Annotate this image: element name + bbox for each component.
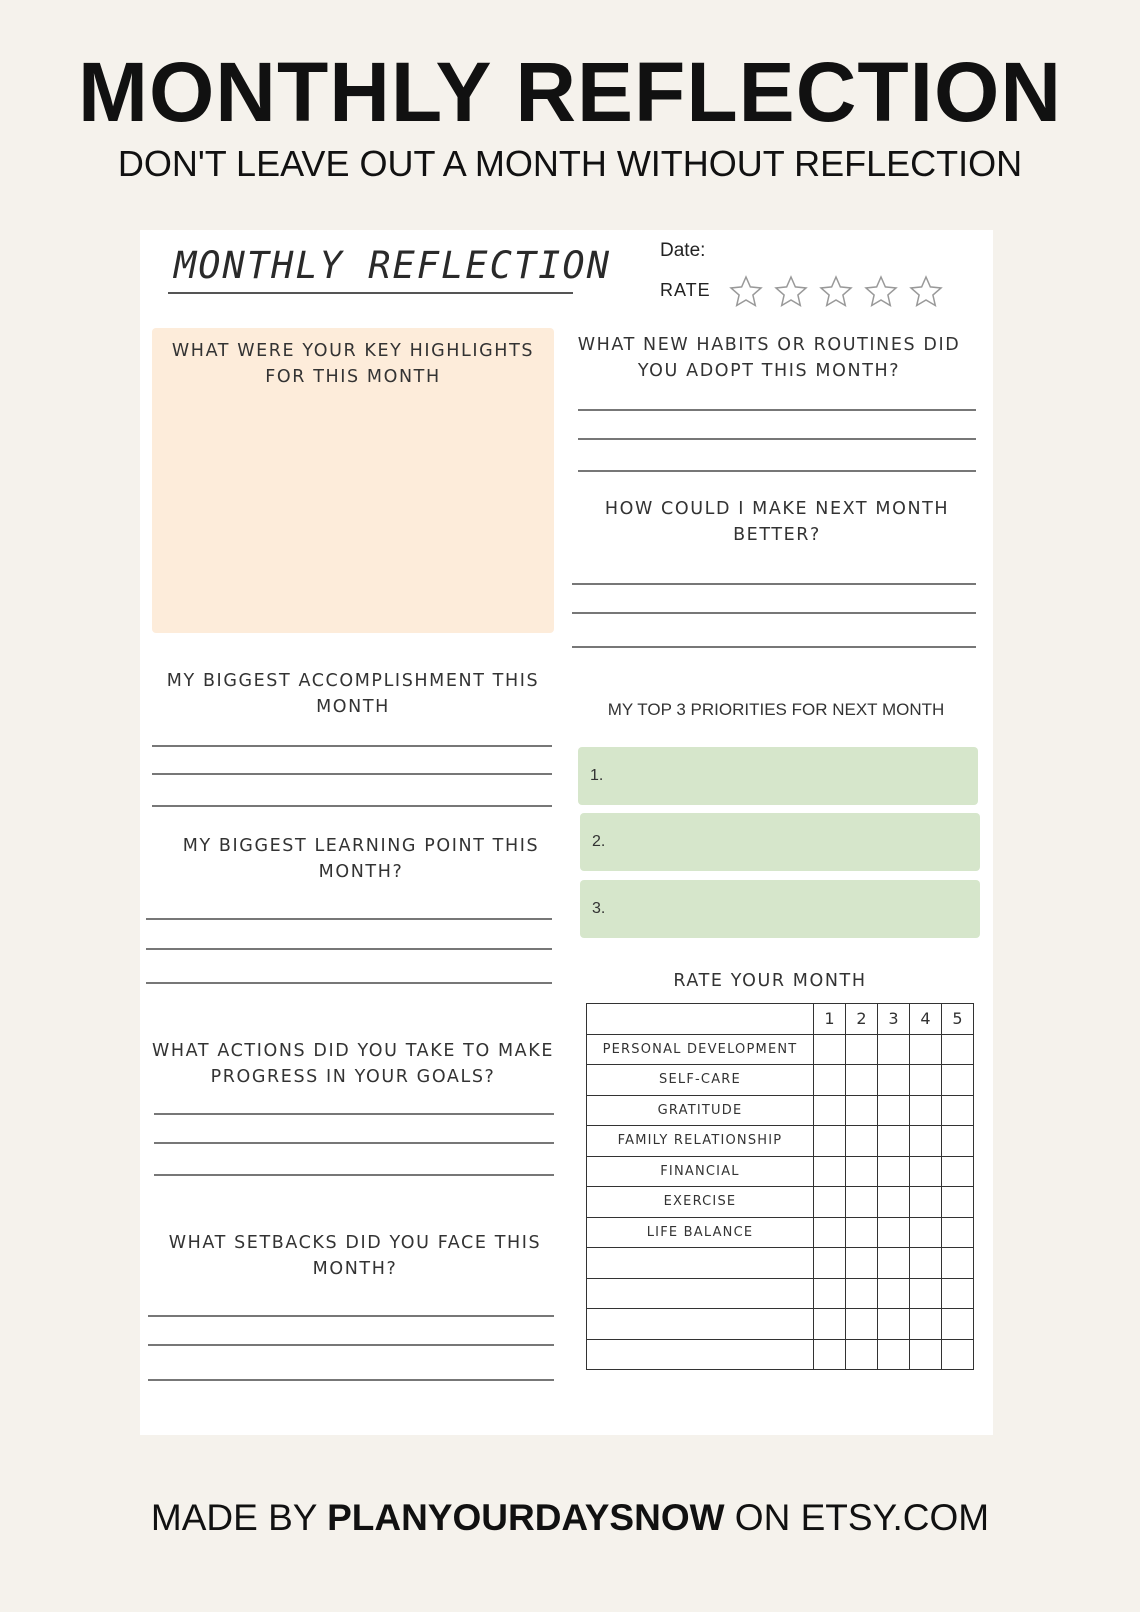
rating-cell[interactable] (846, 1339, 878, 1370)
rating-row (587, 1278, 974, 1309)
rating-cell[interactable] (910, 1309, 942, 1340)
writing-line[interactable] (146, 918, 552, 920)
star-icon[interactable] (908, 274, 944, 310)
rating-cell[interactable] (814, 1309, 846, 1340)
rating-row (587, 1309, 974, 1340)
writing-line[interactable] (148, 1379, 554, 1381)
rating-row (587, 1156, 974, 1187)
rating-cell[interactable] (814, 1187, 846, 1218)
rating-cell[interactable] (878, 1156, 910, 1187)
rating-cell[interactable] (846, 1309, 878, 1340)
footer-suffix: ON ETSY.COM (724, 1497, 990, 1538)
writing-line[interactable] (154, 1113, 554, 1115)
priority-number: 1. (590, 767, 604, 784)
rating-cell[interactable] (942, 1095, 974, 1126)
rating-cell[interactable] (878, 1126, 910, 1157)
rating-row (587, 1034, 974, 1065)
rating-cell[interactable] (878, 1034, 910, 1065)
rating-cell[interactable] (814, 1065, 846, 1096)
writing-line[interactable] (154, 1174, 554, 1176)
rating-cell[interactable] (814, 1339, 846, 1370)
rating-cell[interactable] (942, 1309, 974, 1340)
learning-prompt: MY BIGGEST LEARNING POINT THIS MONTH? (182, 836, 540, 882)
rating-cell[interactable] (942, 1126, 974, 1157)
writing-line[interactable] (146, 982, 552, 984)
rating-category: GRATITUDE (587, 1095, 814, 1126)
rate-month-heading: RATE YOUR MONTH (673, 971, 867, 991)
rating-cell[interactable] (846, 1034, 878, 1065)
rating-column-label: 5 (942, 1004, 974, 1035)
writing-line[interactable] (154, 1142, 554, 1144)
rating-cell[interactable] (942, 1034, 974, 1065)
actions-prompt: WHAT ACTIONS DID YOU TAKE TO MAKE PROGRESS IN YOUR GOALS? (152, 1041, 554, 1087)
writing-line[interactable] (148, 1315, 554, 1317)
rating-table (586, 1003, 974, 1370)
footer-brand[interactable]: PLANYOURDAYSNOW (327, 1497, 725, 1538)
priority-3[interactable] (580, 880, 980, 938)
rating-row (587, 1187, 974, 1218)
star-icon[interactable] (773, 274, 809, 310)
rating-category: FAMILY RELATIONSHIP (587, 1126, 814, 1157)
rating-category: SELF-CARE (587, 1065, 814, 1096)
rating-category (587, 1278, 814, 1309)
rating-row (587, 1065, 974, 1096)
rating-cell[interactable] (814, 1034, 846, 1065)
rating-cell[interactable] (846, 1278, 878, 1309)
footer-credit (0, 1497, 1140, 1539)
rating-cell[interactable] (942, 1248, 974, 1279)
rating-cell[interactable] (846, 1248, 878, 1279)
rating-cell[interactable] (878, 1248, 910, 1279)
rating-category (587, 1309, 814, 1340)
title-underline (168, 292, 573, 294)
rating-cell[interactable] (814, 1126, 846, 1157)
rating-cell[interactable] (814, 1278, 846, 1309)
writing-line[interactable] (578, 470, 976, 472)
rating-category (587, 1248, 814, 1279)
rating-cell[interactable] (814, 1156, 846, 1187)
rating-cell[interactable] (814, 1217, 846, 1248)
rating-cell[interactable] (814, 1248, 846, 1279)
star-rating[interactable] (728, 274, 944, 310)
rating-cell[interactable] (846, 1065, 878, 1096)
priority-2[interactable] (580, 813, 980, 871)
rating-cell[interactable] (814, 1095, 846, 1126)
reflection-sheet (140, 230, 993, 1435)
writing-line[interactable] (152, 745, 552, 747)
priority-1[interactable] (578, 747, 978, 805)
rating-column-label: 2 (846, 1004, 878, 1035)
priority-number: 2. (592, 833, 606, 850)
accomplishment-prompt: MY BIGGEST ACCOMPLISHMENT THIS MONTH (166, 671, 540, 717)
rating-cell[interactable] (910, 1187, 942, 1218)
setbacks-prompt: WHAT SETBACKS DID YOU FACE THIS MONTH? (168, 1233, 542, 1279)
highlights-prompt: WHAT WERE YOUR KEY HIGHLIGHTS FOR THIS MONTH (171, 341, 535, 387)
rating-cell[interactable] (910, 1217, 942, 1248)
star-icon[interactable] (728, 274, 764, 310)
rating-cell[interactable] (878, 1278, 910, 1309)
writing-line[interactable] (148, 1344, 554, 1346)
rating-cell[interactable] (878, 1339, 910, 1370)
writing-line[interactable] (578, 438, 976, 440)
rating-category: EXERCISE (587, 1187, 814, 1218)
rating-cell[interactable] (910, 1278, 942, 1309)
rating-cell[interactable] (878, 1217, 910, 1248)
habits-prompt: WHAT NEW HABITS OR ROUTINES DID YOU ADOPT THIS MONTH? (577, 335, 961, 381)
writing-line[interactable] (146, 948, 552, 950)
date-label: Date: (660, 240, 706, 261)
sheet-title: MONTHLY REFLECTION (174, 244, 611, 287)
rating-header-row (587, 1004, 974, 1035)
rating-cell[interactable] (846, 1217, 878, 1248)
rating-category: LIFE BALANCE (587, 1217, 814, 1248)
priority-number: 3. (592, 900, 606, 917)
rating-row (587, 1248, 974, 1279)
rating-cell[interactable] (942, 1156, 974, 1187)
writing-line[interactable] (578, 409, 976, 411)
rating-row (587, 1217, 974, 1248)
page-subtitle: DON'T LEAVE OUT A MONTH WITHOUT REFLECTION (117, 143, 1023, 184)
rating-cell[interactable] (942, 1065, 974, 1096)
rating-cell[interactable] (910, 1095, 942, 1126)
rating-cell[interactable] (942, 1278, 974, 1309)
rating-row (587, 1339, 974, 1370)
rating-cell[interactable] (910, 1065, 942, 1096)
rating-cell[interactable] (878, 1309, 910, 1340)
rating-cell[interactable] (846, 1187, 878, 1218)
rating-cell[interactable] (846, 1095, 878, 1126)
better-prompt: HOW COULD I MAKE NEXT MONTH BETTER? (604, 499, 950, 545)
writing-line[interactable] (572, 583, 976, 585)
page-title: MONTHLY REFLECTION (77, 45, 1063, 139)
rating-category (587, 1339, 814, 1370)
writing-line[interactable] (152, 805, 552, 807)
writing-line[interactable] (572, 646, 976, 648)
rating-category: PERSONAL DEVELOPMENT (587, 1034, 814, 1065)
rating-header-blank (587, 1004, 814, 1035)
rating-cell[interactable] (878, 1095, 910, 1126)
rate-label: RATE (660, 280, 711, 300)
rating-cell[interactable] (942, 1187, 974, 1218)
rating-column-label: 1 (814, 1004, 846, 1035)
rating-category: FINANCIAL (587, 1156, 814, 1187)
writing-line[interactable] (572, 612, 976, 614)
rating-row (587, 1095, 974, 1126)
rating-cell[interactable] (942, 1339, 974, 1370)
rating-cell[interactable] (910, 1339, 942, 1370)
rating-cell[interactable] (878, 1065, 910, 1096)
priorities-heading: MY TOP 3 PRIORITIES FOR NEXT MONTH (607, 700, 945, 719)
rating-cell[interactable] (910, 1034, 942, 1065)
rating-cell[interactable] (910, 1156, 942, 1187)
footer-prefix: MADE BY (150, 1497, 328, 1538)
rating-column-label: 4 (910, 1004, 942, 1035)
rating-cell[interactable] (942, 1217, 974, 1248)
rating-row (587, 1126, 974, 1157)
star-icon[interactable] (818, 274, 854, 310)
star-icon[interactable] (863, 274, 899, 310)
rating-cell[interactable] (846, 1156, 878, 1187)
rating-column-label: 3 (878, 1004, 910, 1035)
rating-cell[interactable] (910, 1126, 942, 1157)
rating-cell[interactable] (910, 1248, 942, 1279)
writing-line[interactable] (152, 773, 552, 775)
rating-cell[interactable] (878, 1187, 910, 1218)
rating-cell[interactable] (846, 1126, 878, 1157)
